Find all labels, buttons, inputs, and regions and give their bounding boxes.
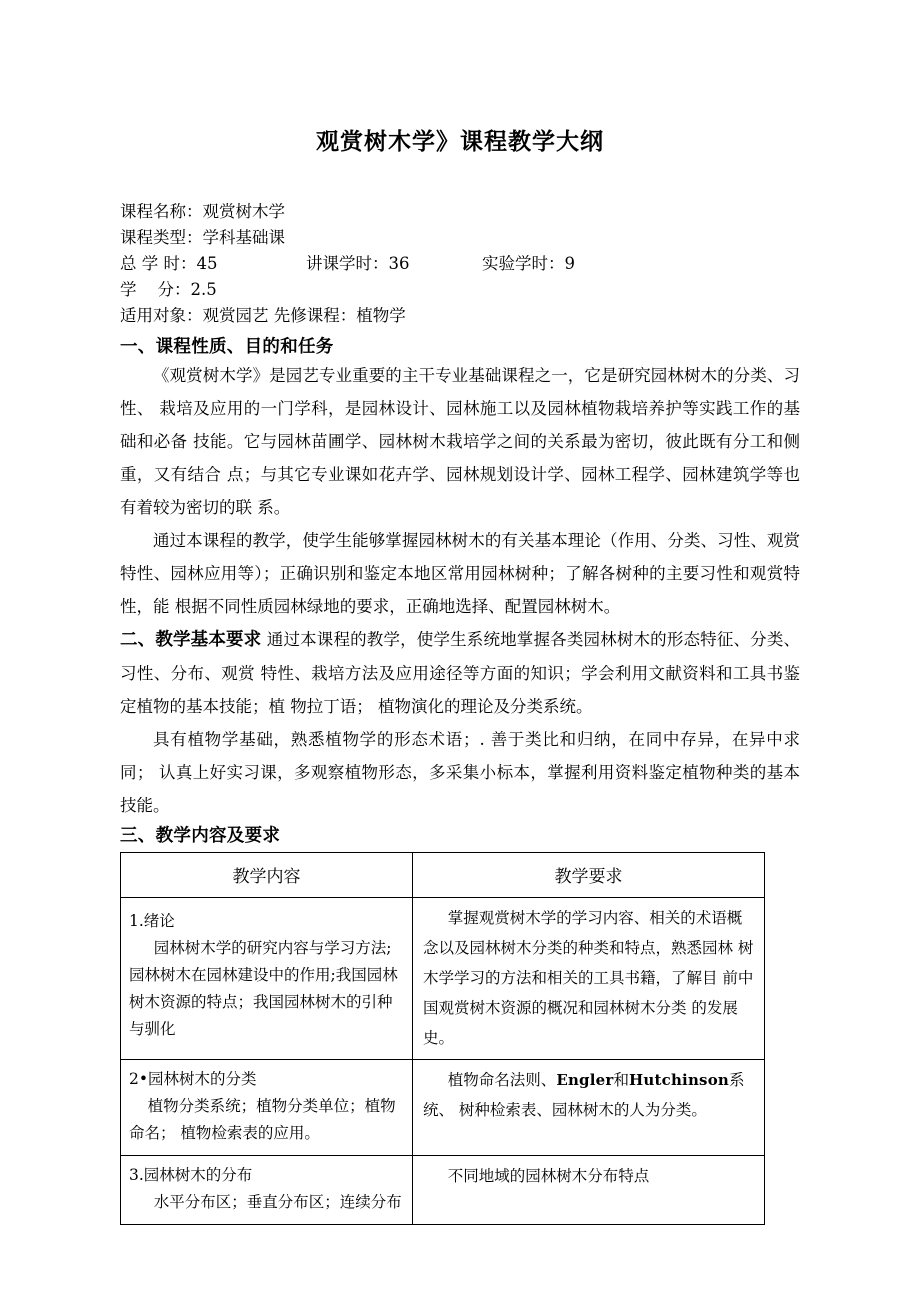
row-1-content-body: 园林树木学的研究内容与学习方法;园林树木在园林建设中的作用;我国园林树木资源的特点；我国园林树木的引种与驯化 [129,938,398,1038]
table-row [121,897,765,1059]
meta-course-type: 课程类型：学科基础课 [120,227,285,247]
row-2-requirement-line-1 [423,1065,754,1095]
table-cell-content-2 [121,1059,413,1155]
course-meta-block [120,199,800,329]
table-header-content: 教学内容 [121,852,413,897]
row-1-content-title: 1.绪论 [129,911,175,930]
document-content [120,0,800,1225]
section-2-inline-text: 通过本课程的教学，使学生系统地掌握各类园林树木的形态特征、分类、习性、分布、观赏 特性、栽培方法及应用途径等方面的知识；学会利用文献资料和工具书鉴定植物的基本技能；植 物拉丁语； 植物演化的理论及分类系统。 [120,629,801,716]
meta-experiment-hours: 实验学时：9 [482,253,575,273]
cell-inner [413,1060,764,1131]
table-cell-requirement-3 [413,1155,765,1224]
meta-hours-row [120,251,800,277]
meta-applicable: 适用对象：观赏园艺 先修课程：植物学 [120,305,406,325]
cell-inner [413,898,764,1059]
row-2-content-body: 植物分类系统；植物分类单位；植物命名； 植物检索表的应用。 [129,1096,396,1142]
table-cell-requirement-2 [413,1059,765,1155]
row-1-requirement: 掌握观赏树木学的学习内容、相关的术语概 念以及园林树木分类的种类和特点，熟悉园林 树木学学习的方法和相关的工具书籍，了解目 前中国观赏树木资源的概况和园林树木分类 的发展史。 [423,908,754,1047]
cell-inner [121,1060,412,1155]
table-header-row [121,852,765,897]
meta-course-name: 课程名称：观赏树木学 [120,201,285,221]
cell-inner [413,1156,764,1197]
table-row [121,1059,765,1155]
page-title: 观赏树木学》课程教学大纲 [316,129,604,155]
row-3-content-body: 水平分布区；垂直分布区；连续分布 [153,1192,402,1211]
row-3-content-title: 3.园林树木的分布 [129,1165,253,1184]
meta-total-hours: 总 学 时：45 [120,253,218,273]
row-2-latin-engler: Engler [556,1070,614,1089]
teaching-content-table [120,852,765,1225]
row-2-content-title: 2•园林树木的分类 [129,1069,257,1088]
table-cell-content-1 [121,897,413,1059]
row-2-requirement-suffix: 系 [729,1070,745,1089]
row-3-requirement: 不同地域的园林树木分布特点 [447,1166,650,1185]
meta-lecture-hours: 讲课学时：36 [306,253,410,273]
section-2-block [120,623,800,723]
table-cell-requirement-1 [413,897,765,1059]
table-header-requirement: 教学要求 [413,852,765,897]
table-cell-content-3 [121,1155,413,1224]
section-1-paragraph-2: 通过本课程的教学，使学生能够掌握园林树木的有关基本理论（作用、分类、习性、观赏特性、园林应用等）；正确识别和鉴定本地区常用园林树种；了解各树种的主要习性和观赏特性，能 根据不同性质园林绿地的要求，正确地选择、配置园林树木。 [120,530,800,616]
row-2-requirement-conjunction: 和 [613,1070,629,1089]
cell-inner [121,898,412,1051]
row-2-requirement-prefix: 植物命名法则、 [447,1070,557,1089]
row-2-latin-hutchinson: Hutchinson [629,1070,730,1089]
section-2-paragraph-1: 具有植物学基础，熟悉植物学的形态术语；. 善于类比和归纳，在同中存异，在异中求同； 认真上好实习课，多观察植物形态，多采集小标本，掌握利用资料鉴定植物种类的基本技能。 [120,729,800,815]
section-1-paragraph-1: 《观赏树木学》是园艺专业重要的主干专业基础课程之一，它是研究园林树木的分类、习性、 栽培及应用的一门学科，是园林设计、园林施工以及园林植物栽培养护等实践工作的基础和必备 技能。它与园林苗圃学、园林树木栽培学之间的关系最为密切，彼此既有分工和侧重，又有结合 点；与其它专业课如花卉学、园林规划设计学、园林工程学、园林建筑学等也有着较为密切的联 系。 [120,365,800,517]
cell-inner [121,1156,412,1224]
meta-credits: 学 分：2.5 [120,279,217,299]
section-heading-1: 一、课程性质、目的和任务 [120,336,334,357]
section-heading-3: 三、教学内容及要求 [120,825,281,846]
table-row [121,1155,765,1224]
row-2-requirement-line-2: 统、 树种检索表、园林树木的人为分类。 [423,1100,707,1119]
section-heading-2: 二、教学基本要求 [120,629,262,650]
